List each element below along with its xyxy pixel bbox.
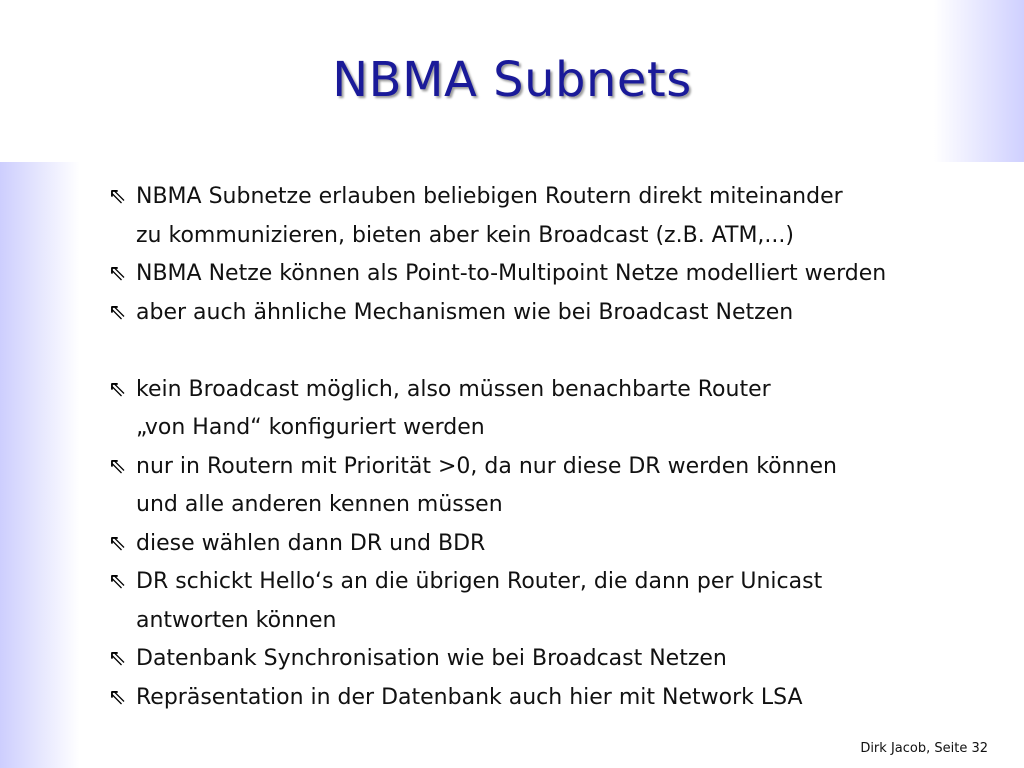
list-item-text: „von Hand“ konfiguriert werden xyxy=(136,415,485,440)
list-item xyxy=(108,525,1018,564)
list-item-text: diese wählen dann DR und BDR xyxy=(136,530,486,556)
list-item-text: zu kommunizieren, bieten aber kein Broadcast (z.B. ATM,...) xyxy=(136,222,794,248)
list-item xyxy=(108,448,1018,525)
list-item xyxy=(108,371,1018,448)
list-item xyxy=(108,563,1018,640)
bullet-list xyxy=(108,178,1018,717)
arrow-up-left-icon: ⇖ xyxy=(108,261,127,286)
arrow-up-left-icon: ⇖ xyxy=(108,530,127,556)
list-item-text: antworten können xyxy=(136,607,337,633)
paragraph-spacer xyxy=(108,332,1018,371)
list-item-text: DR schickt Hello‘s an die übrigen Router, die dann per Unicast xyxy=(136,569,823,594)
list-item-text: kein Broadcast möglich, also müssen benachbarte Router xyxy=(136,376,771,402)
decorative-gradient-left xyxy=(0,162,80,768)
arrow-up-left-icon: ⇖ xyxy=(108,453,127,479)
list-item-text: und alle anderen kennen müssen xyxy=(136,492,503,517)
list-item-text: NBMA Netze können als Point-to-Multipoint Netze modelliert werden xyxy=(136,261,887,286)
arrow-up-left-icon: ⇖ xyxy=(108,299,127,325)
list-item-text: Datenbank Synchronisation wie bei Broadcast Netzen xyxy=(136,646,727,671)
list-item-text: Repräsentation in der Datenbank auch hier mit Network LSA xyxy=(136,684,803,710)
arrow-up-left-icon: ⇖ xyxy=(108,646,127,671)
list-item-text: NBMA Subnetze erlauben beliebigen Routern direkt miteinander xyxy=(136,184,843,209)
list-item xyxy=(108,178,1018,255)
list-item-text: aber auch ähnliche Mechanismen wie bei Broadcast Netzen xyxy=(136,299,794,325)
list-item xyxy=(108,255,1018,294)
list-item xyxy=(108,679,1018,718)
slide-footer: Dirk Jacob, Seite 32 xyxy=(860,741,988,756)
arrow-up-left-icon: ⇖ xyxy=(108,684,127,710)
list-item xyxy=(108,294,1018,333)
list-item-text: nur in Routern mit Priorität >0, da nur diese DR werden können xyxy=(136,453,837,479)
list-item xyxy=(108,640,1018,679)
arrow-up-left-icon: ⇖ xyxy=(108,569,127,594)
arrow-up-left-icon: ⇖ xyxy=(108,376,127,402)
slide-title: NBMA Subnets xyxy=(332,52,692,108)
arrow-up-left-icon: ⇖ xyxy=(108,184,127,209)
